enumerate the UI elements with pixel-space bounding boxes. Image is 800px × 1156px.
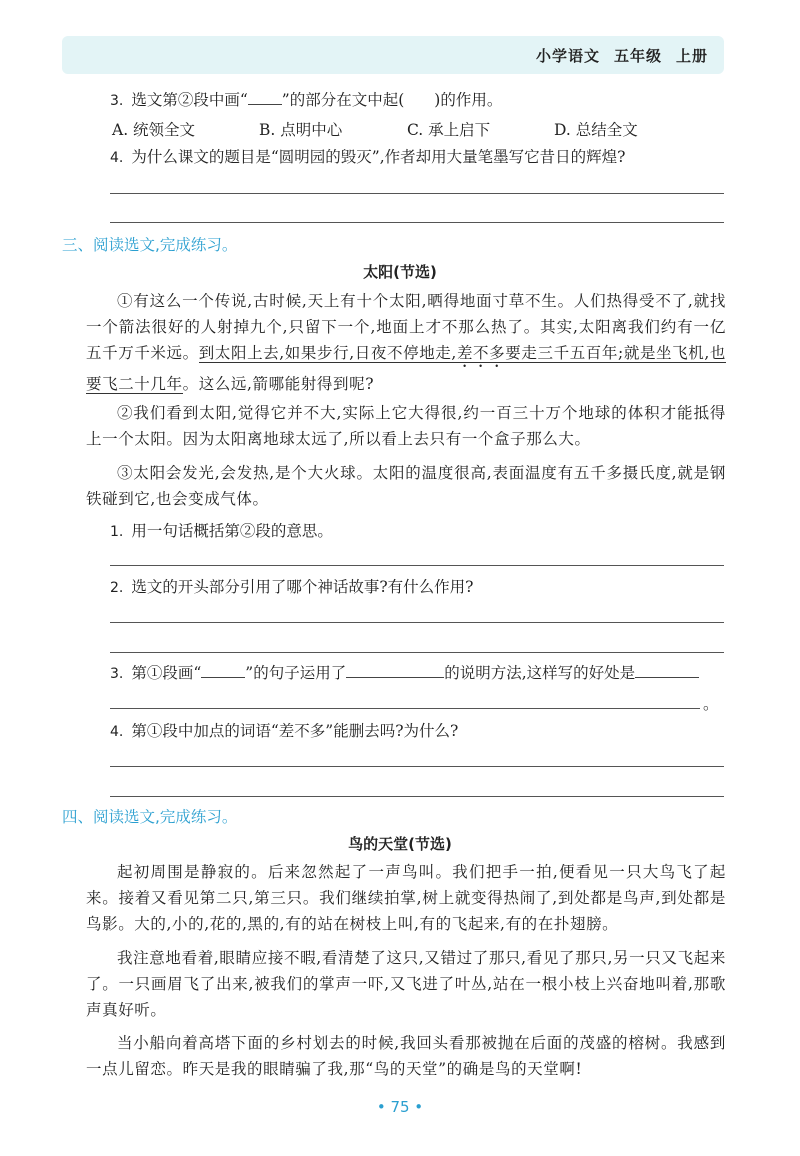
bird-paragraph-1: 起初周围是静寂的。后来忽然起了一声鸟叫。我们把手一拍,便看见一只大鸟飞了起来。接着又看见第二只,第三只。我们继续拍掌,树上就变得热闹了,到处都是鸟声,到处都是鸟影。大的,小的,花的,黑的,有的站在树枝上叫,有的飞起来,有的在扑翅膀。 <box>86 863 726 933</box>
answer-line[interactable] <box>110 622 724 623</box>
part2-question-3: 3. 选文第②段中画“ ”的部分在文中起( )的作用。 <box>110 88 502 112</box>
option-c[interactable]: C. 承上启下 <box>407 121 491 139</box>
blank[interactable] <box>635 661 699 678</box>
section-3-title: 三、阅读选文,完成练习。 <box>62 236 238 254</box>
blank[interactable] <box>201 661 245 678</box>
sun-question-4: 4. 第①段中加点的词语“差不多”能删去吗?为什么? <box>110 722 459 740</box>
answer-line[interactable] <box>110 193 724 194</box>
sun-question-2: 2. 选文的开头部分引用了哪个神话故事?有什么作用? <box>110 578 474 596</box>
page-number: • 75 • <box>376 1098 424 1116</box>
answer-line[interactable] <box>110 766 724 767</box>
answer-line[interactable] <box>110 708 700 709</box>
article-title-sun: 太阳(节选) <box>363 263 437 281</box>
option-d[interactable]: D. 总结全文 <box>554 121 638 139</box>
header-text <box>522 45 708 66</box>
header-grade: 五年级 <box>613 47 662 65</box>
answer-line[interactable] <box>110 652 724 653</box>
option-b[interactable]: B. 点明中心 <box>259 121 343 139</box>
blank[interactable] <box>346 661 444 678</box>
blank[interactable] <box>248 88 282 105</box>
article-title-bird-paradise: 鸟的天堂(节选) <box>348 835 452 853</box>
sun-question-3: 3. 第①段画“ ”的句子运用了 的说明方法,这样写的好处是 <box>110 661 699 685</box>
header-band <box>62 36 724 74</box>
answer-line[interactable] <box>110 565 724 566</box>
period: 。 <box>703 695 719 713</box>
sun-paragraph-3: ③太阳会发光,会发热,是个大火球。太阳的温度很高,表面温度有五千多摄氏度,就是钢铁碰到它,也会变成气体。 <box>86 464 726 508</box>
sun-paragraph-1: ①有这么一个传说,古时候,天上有十个太阳,晒得地面寸草不生。人们热得受不了,就找一个箭法很好的人射掉九个,只留下一个,地面上才不那么热了。其实,太阳离我们约有一亿五千万千米远。到太阳上去,如果步行,日夜不停地走,差不多要走三千五百年;就是坐飞机,也要飞二十几年。这么远,箭哪能射得到呢? <box>86 292 726 393</box>
answer-line[interactable] <box>110 796 724 797</box>
sun-question-1: 1. 用一句话概括第②段的意思。 <box>110 522 333 540</box>
bird-paragraph-3: 当小船向着高塔下面的乡村划去的时候,我回头看那被抛在后面的茂盛的榕树。我感到一点儿留恋。昨天是我的眼睛骗了我,那“鸟的天堂”的确是鸟的天堂啊! <box>86 1034 726 1078</box>
bird-paragraph-2: 我注意地看着,眼睛应接不暇,看清楚了这只,又错过了那只,看见了那只,另一只又飞起来了。一只画眉飞了出来,被我们的掌声一吓,又飞进了叶丛,站在一根小枝上兴奋地叫着,那歌声真好听。 <box>86 949 726 1019</box>
sun-paragraph-2: ②我们看到太阳,觉得它并不大,实际上它大得很,约一百三十万个地球的体积才能抵得上一个太阳。因为太阳离地球太远了,所以看上去只有一个盒子那么大。 <box>86 404 726 448</box>
header-subject: 小学语文 <box>535 47 600 65</box>
answer-line[interactable] <box>110 222 724 223</box>
part2-question-4: 4. 为什么课文的题目是“圆明园的毁灭”,作者却用大量笔墨写它昔日的辉煌? <box>110 148 626 166</box>
header-volume: 上册 <box>675 47 708 65</box>
section-4-title: 四、阅读选文,完成练习。 <box>62 808 238 826</box>
option-a[interactable]: A. 统领全文 <box>112 121 196 139</box>
blank[interactable] <box>404 89 434 105</box>
